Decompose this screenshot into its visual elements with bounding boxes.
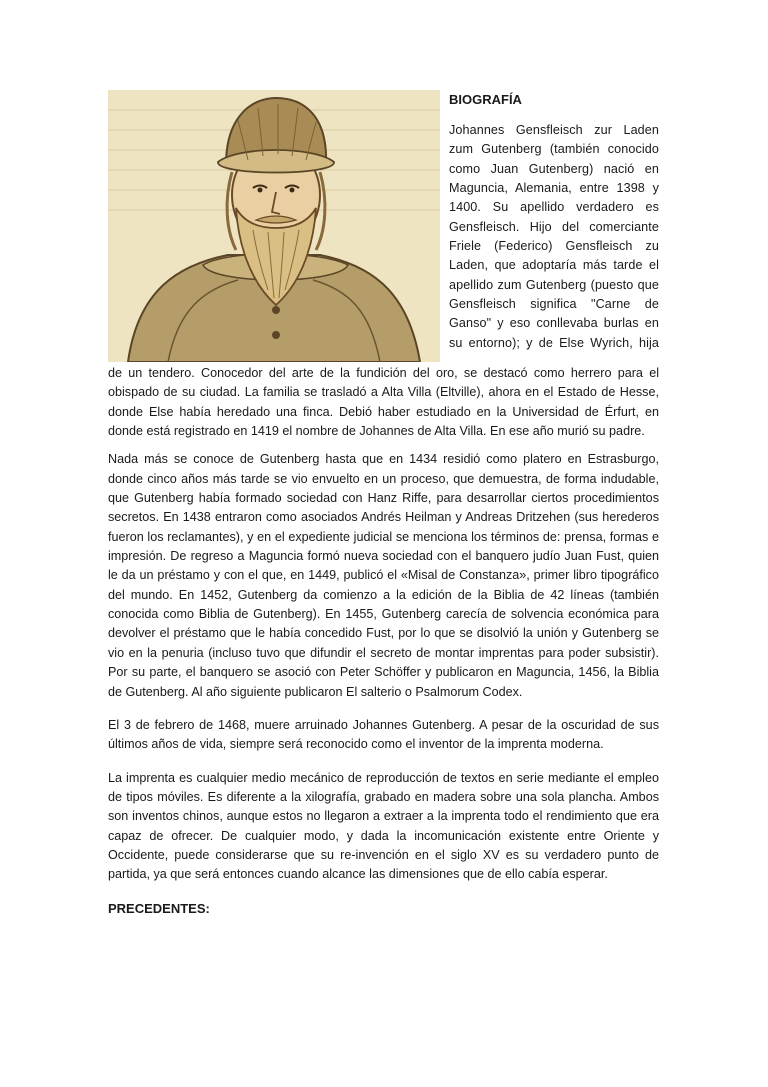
paragraph-1: Nada más se conoce de Gutenberg hasta que en 1434 residió como platero en Estrasburgo, donde cinco años más tarde se vio envuelto en un proceso, que demuestra, de forma indudable, que Gutenberg había formado sociedad con Hanz Riffe, para desarrollar ciertos procedimientos secretos. En 1438 entraron como asociados Andrés Heilman y Andreas Dritzehen (sus herederos fueron los reclamantes), y en el expediente judicial se menciona los términos de: prensa, formas e impresión. De regreso a Maguncia formó nueva sociedad con el banquero judío Juan Fust, quien le da un préstamo y con el que, en 1449, publicó el «Misal de Constanza», primer libro tipográfico del mundo. En 1452, Gutenberg da comienzo a la edición de la Biblia de 42 líneas (también conocida como Biblia de Gutenberg). En 1455, Gutenberg carecía de solvencia económica para devolver el préstamo que le había concedido Fust, por lo que se disolvió la unión y Gutenberg se vio en la penuria (incluso tuvo que difundir el secreto de montar imprentas para poder subsistir). Por su parte, el banquero se asoció con Peter Schöffer y publicaron en Maguncia, 1456, la Biblia de Gutenberg. Al año siguiente publicaron El salterio o Psalmorum Codex. — [108, 452, 659, 699]
paragraph-2: El 3 de febrero de 1468, muere arruinado Johannes Gutenberg. A pesar de la oscuridad de sus últimos años de vida, siempre será reconocido como el inventor de la imprenta moderna. — [108, 717, 659, 752]
intro-column — [449, 90, 659, 353]
body-text — [108, 364, 659, 919]
intro-paragraph-wrapped: Johannes Gensfleisch zur Laden zum Gutenberg (también conocido como Juan Gutenberg) nació en Maguncia, Alemania, entre 1398 y 1400. Su apellido verdadero es Gensfleisch. Hijo del comerciante Friele (Federico) Gensfleisch zu Laden, que adoptaría más tarde el apellido zum Gutenberg (puesto que Gensfleisch significa "Carne de Ganso" y eso conllevaba burlas en su entorno); y de Else Wyrich, hija — [449, 123, 659, 350]
gutenberg-portrait-icon — [108, 90, 440, 362]
section-heading-precedentes: PRECEDENTES: — [108, 900, 210, 916]
section-heading-biografia: BIOGRAFÍA — [449, 92, 522, 107]
intro-paragraph-continued: de un tendero. Conocedor del arte de la fundición del oro, se destacó como herrero para el obispado de su ciudad. La familia se trasladó a Alta Villa (Eltville), ahora en el Estado de Hesse, donde Else había heredado una finca. Debió haber estudiado en la Universidad de Érfurt, en donde está registrado en 1419 el nombre de Johannes de Alta Villa. En ese año murió su padre. — [108, 366, 659, 439]
paragraph-3: La imprenta es cualquier medio mecánico de reproducción de textos en serie mediante el empleo de tipos móviles. Es diferente a la xilografía, grabado en madera sobre una sola plancha. Ambos son inventos chinos, aunque estos no llegaron a extraer a la imprenta todo el rendimiento que era capaz de ofrecer. De cualquier modo, y dada la incomunicación existente entre Oriente y Occidente, puede considerarse que su re-invención en el siglo XV es su verdadero punto de partida, ya que será entonces cuando alcance las dimensiones que de ello cabía esperar. — [108, 770, 659, 882]
